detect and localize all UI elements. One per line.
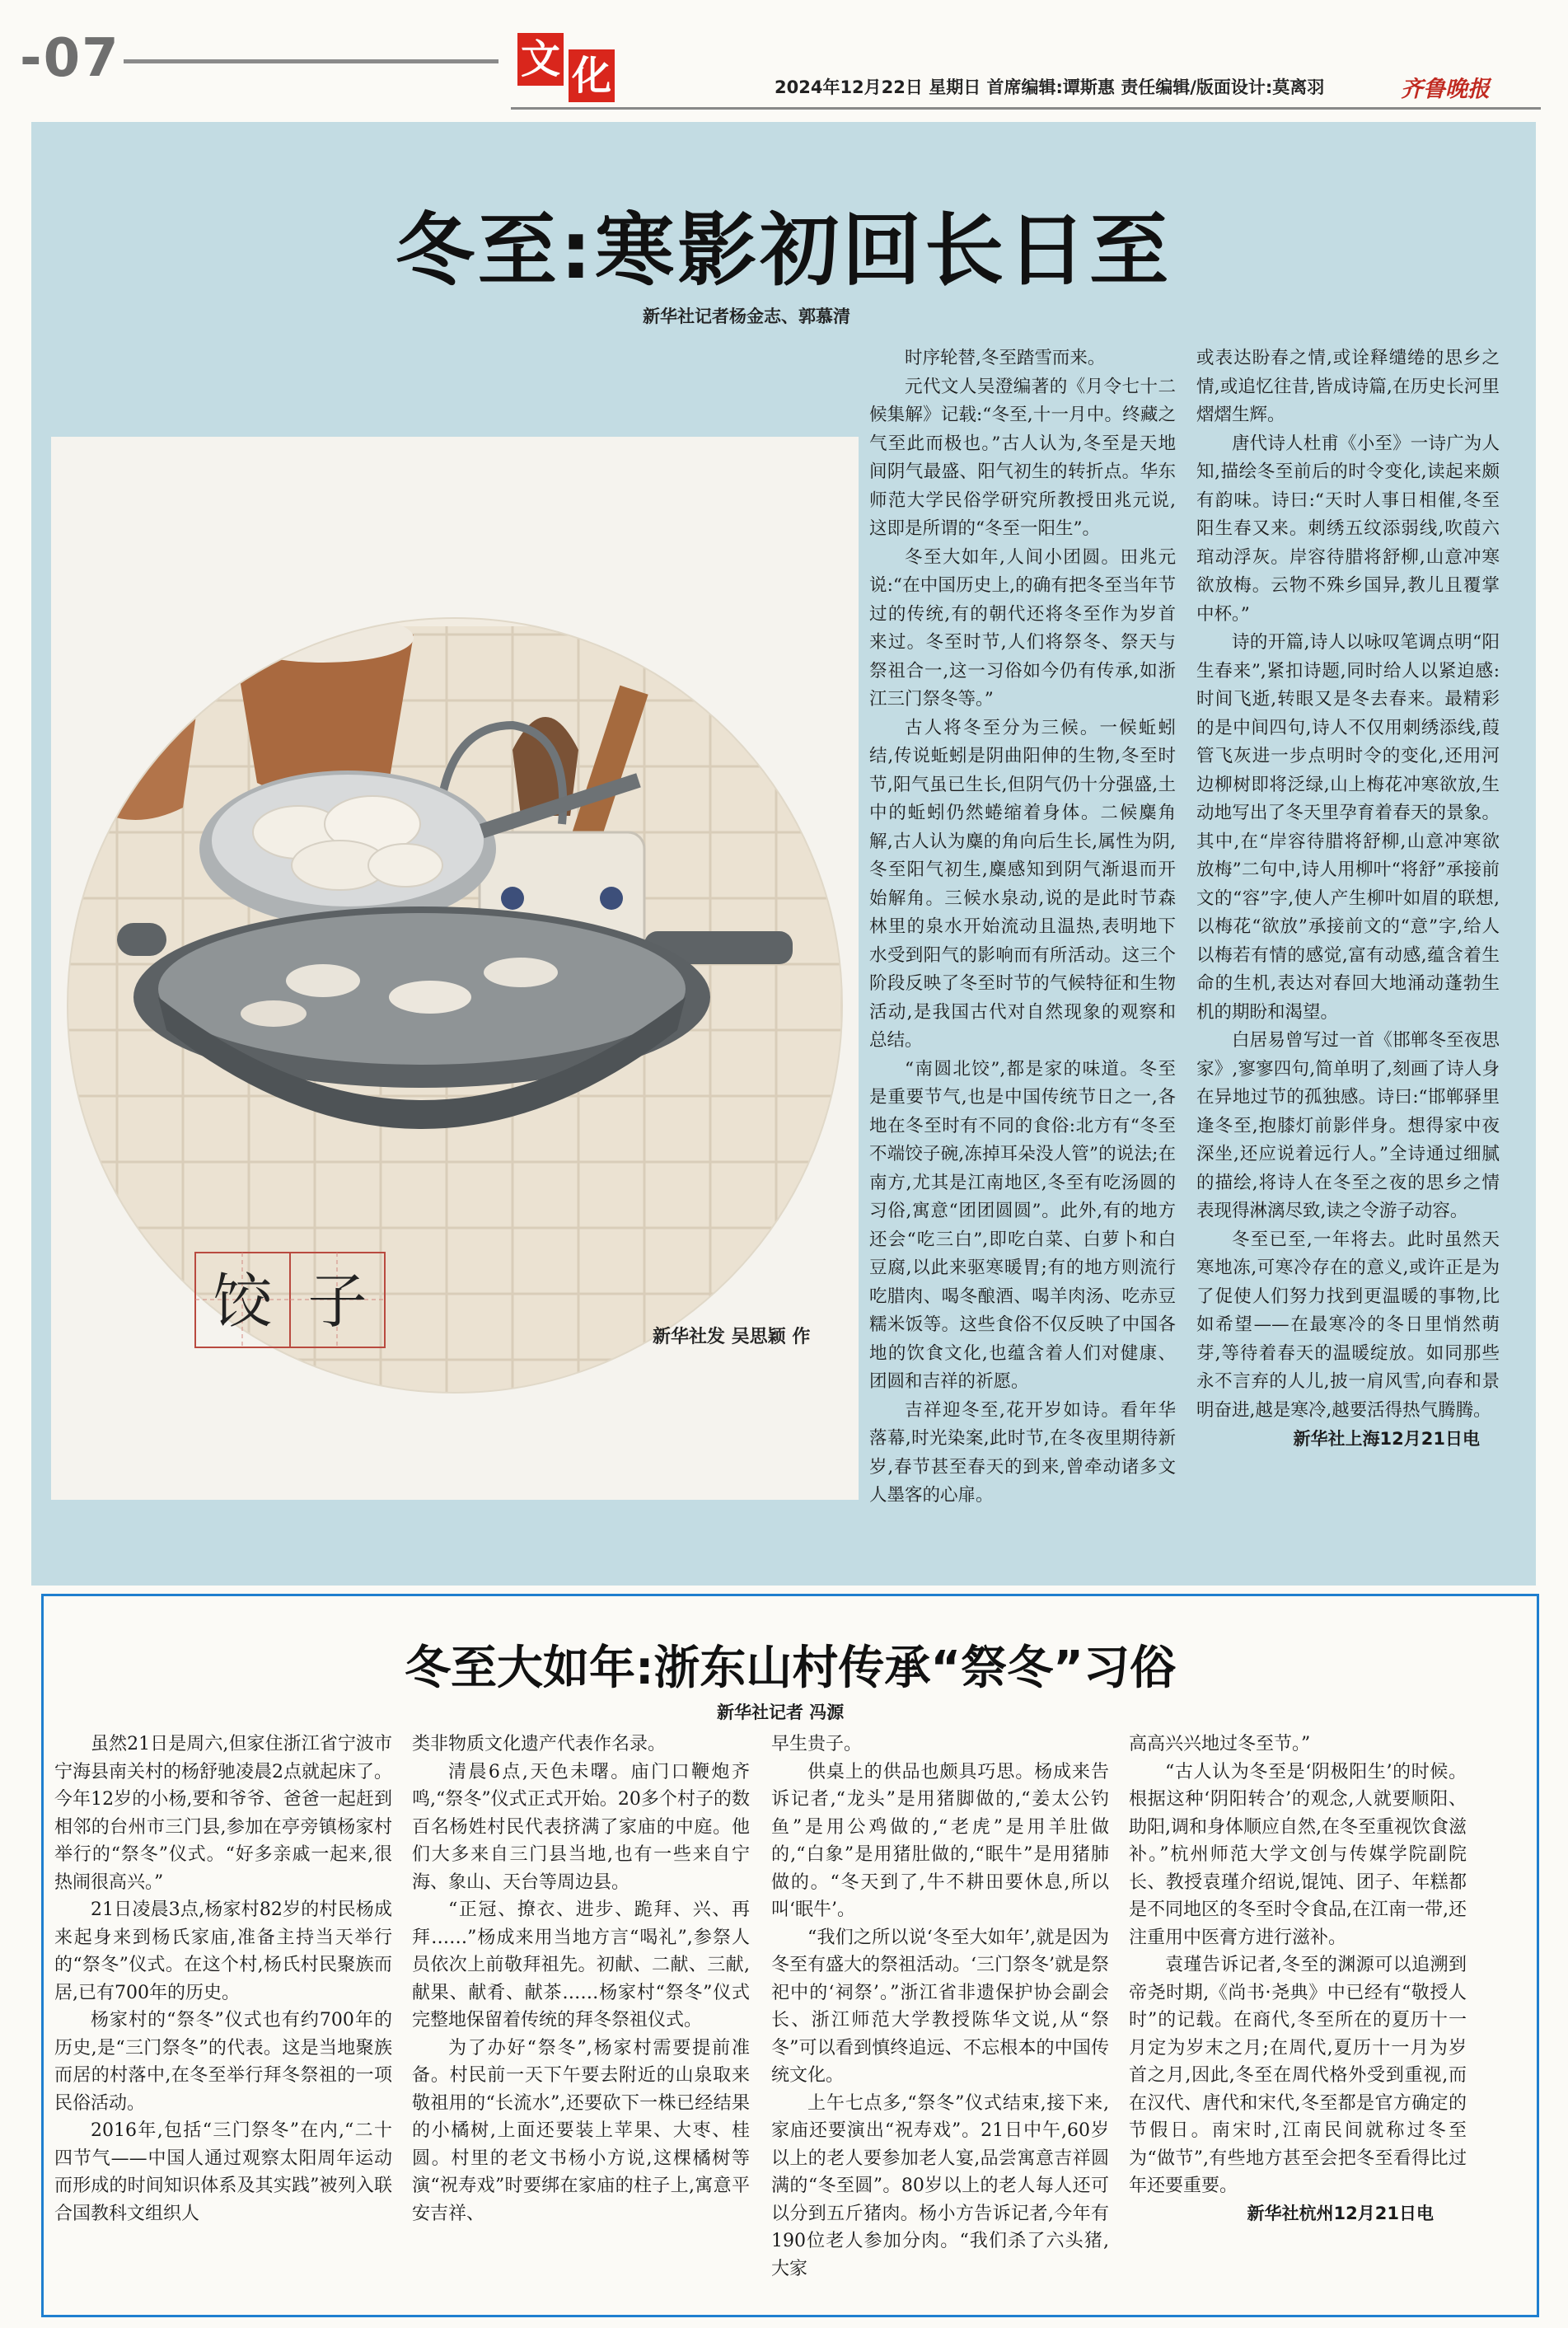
article2-column-3 [771, 1731, 1109, 2283]
article1-column-1 [869, 344, 1176, 1511]
paragraph: 袁瑾告诉记者,冬至的渊源可以追溯到帝尧时期,《尚书·尧典》中已经有“敬授人时”的记载。在商代,冬至所在的夏历十一月定为岁末之月;在周代,夏历十一月为岁首之月,因此,冬至在周代格外受到重视,而在汉代、唐代和宋代,冬至都是官方确定的节假日。南宋时,江南民间就称过冬至为“做节”,有些地方甚至会把冬至看得比过年还要重要。 [1129, 1955, 1467, 2196]
article1-dateline: 新华社上海12月21日电 [1293, 1429, 1480, 1449]
paragraph: “正冠、撩衣、进步、跪拜、兴、再拜……”杨成来用当地方言“喝礼”,参祭人员依次上前敬拜祖先。初献、二献、三献,献果、献肴、献茶……杨家村“祭冬”仪式完整地保留着传统的拜冬祭祖仪式。 [412, 1899, 750, 2031]
paragraph: 吉祥迎冬至,花开岁如诗。看年华落幕,时光染案,此时节,在冬夜里期待新岁,春节甚至春天的到来,曾牵动诸多文人墨客的心扉。 [869, 1399, 1176, 1506]
paragraph: “南圆北饺”,都是家的味道。冬至是重要节气,也是中国传统节日之一,各地在冬至时有不同的食俗:北方有“冬至不端饺子碗,冻掉耳朵没人管”的说法;在南方,尤其是江南地区,冬至有吃汤圆的习俗,寓意“团团圆圆”。此外,有的地方还会“吃三白”,即吃白菜、白萝卜和白豆腐,以此来驱寒暖胃;有的地方则流行吃腊肉、喝冬酿酒、喝羊肉汤、吃赤豆糯米饭等。这些食俗不仅反映了中国各地的饮食文化,也蕴含着人们对健康、团圆和吉祥的祈愿。 [869, 1058, 1176, 1392]
article2-column-4 [1129, 1731, 1467, 2227]
article2-dateline: 新华社杭州12月21日电 [1247, 2203, 1434, 2223]
paragraph: 供桌上的供品也颇具巧思。杨成来告诉记者,“龙头”是用猪脚做的,“姜太公钓鱼”是用公鸡做的,“老虎”是用羊肚做的,“白象”是用猪肚做的,“眠牛”是用猪肺做的。“冬天到了,牛不耕田要休息,所以叫‘眠牛’。 [771, 1761, 1109, 1920]
paragraph: 高高兴兴地过冬至节。” [1129, 1734, 1311, 1754]
paragraph: 21日凌晨3点,杨家村82岁的村民杨成来起身来到杨氏家庙,准备主持当天举行的“祭冬”仪式。在这个村,杨氏村民聚族而居,已有700年的历史。 [54, 1899, 392, 2003]
illustration-credit: 新华社发 吴思颖 作 [653, 1327, 811, 1347]
paragraph: 上午七点多,“祭冬”仪式结束,接下来,家庙还要演出“祝寿戏”。21日中午,60岁以上的老人要参加老人宴,品尝寓意吉祥圆满的“冬至圆”。80岁以上的老人每人还可以分到五斤猪肉。杨小方告诉记者,今年有190位老人参加分肉。“我们杀了六头猪,大家 [771, 2092, 1109, 2279]
paragraph: 清晨6点,天色未曙。庙门口鞭炮齐鸣,“祭冬”仪式正式开始。20多个村子的数百名杨姓村民代表挤满了家庙的中庭。他们大多来自三门县当地,也有一些来自宁海、象山、天台等周边县。 [412, 1761, 750, 1893]
page-number-value: 07 [43, 28, 120, 89]
paragraph: 元代文人吴澄编著的《月令七十二候集解》记载:“冬至,十一月中。终藏之气至此而极也。”古人认为,冬至是天地间阴气最盛、阳气初生的转折点。华东师范大学民俗学研究所教授田兆元说,这即是所谓的“冬至一阳生”。 [869, 376, 1176, 539]
paragraph: 或表达盼春之情,或诠释缱绻的思乡之情,或追忆往昔,皆成诗篇,在历史长河里熠熠生辉。 [1196, 348, 1500, 425]
article1-column-2 [1196, 344, 1500, 1454]
paragraph: 白居易曾写过一首《邯郸冬至夜思家》,寥寥四句,简单明了,刻画了诗人身在异地过节的孤独感。诗曰:“邯郸驿里逢冬至,抱膝灯前影伴身。想得家中夜深坐,还应说着远行人。”全诗通过细腻的描绘,将诗人在冬至之夜的思乡之情表现得淋漓尽致,读之令游子动容。 [1196, 1030, 1500, 1221]
paragraph: 早生贵子。 [771, 1734, 863, 1754]
paragraph: 虽然21日是周六,但家住浙江省宁波市宁海县南关村的杨舒驰凌晨2点就起床了。今年12岁的小杨,要和爷爷、爸爸一起赶到相邻的台州市三门县,参加在亭旁镇杨家村举行的“祭冬”仪式。“好多亲戚一起来,很热闹很高兴。” [54, 1734, 392, 1893]
paragraph: 为了办好“祭冬”,杨家村需要提前准备。村民前一天下午要去附近的山泉取来敬祖用的“长流水”,还要砍下一株已经结果的小橘树,上面还要装上苹果、大枣、桂圆。村里的老文书杨小方说,这棵橘树等演“祝寿戏”时要绑在家庙的柱子上,寓意平安吉祥、 [412, 2037, 750, 2224]
article2-byline: 新华社记者 冯源 [717, 1703, 845, 1722]
kitchen-scene [51, 515, 859, 1426]
article2-column-1 [54, 1731, 392, 2227]
paragraph: 冬至大如年,人间小团圆。田兆元说:“在中国历史上,的确有把冬至当年节过的传统,有的朝代还将冬至作为岁首来过。冬至时节,人们将祭冬、祭天与祭祖合一,这一习俗如今仍有传承,如浙江三门祭冬等。” [869, 546, 1176, 710]
paragraph: 冬至已至,一年将去。此时虽然天寒地冻,可寒冷存在的意义,或许正是为了促使人们努力找到更温暖的事物,比如希望——在最寒冷的冬日里悄然萌芽,等待着春天的温暖绽放。如同那些永不言弃的人儿,披一肩风雪,向春和景明奋进,越是寒冷,越要活得热气腾腾。 [1196, 1229, 1500, 1421]
section-label-char-1: 文 [517, 33, 564, 86]
illustration-label-char-2: 子 [307, 1267, 367, 1336]
header-info: 2024年12月22日 星期日 首席编辑:谭斯惠 责任编辑/版面设计:莫离羽 [775, 77, 1325, 97]
header-rule-left [124, 59, 498, 63]
paragraph: 唐代诗人杜甫《小至》一诗广为人知,描绘冬至前后的时令变化,读起来颇有韵味。诗曰:“天时人事日相催,冬至阳生春又来。刺绣五纹添弱线,吹葭六琯动浮灰。岸容待腊将舒柳,山意冲寒欲放梅。云物不殊乡国异,教儿且覆掌中杯。” [1196, 433, 1500, 625]
paragraph: 类非物质文化遗产代表作名录。 [412, 1734, 667, 1754]
section-label-char-2: 化 [569, 49, 615, 102]
paragraph: 2016年,包括“三门祭冬”在内,“二十四节气——中国人通过观察太阳周年运动而形成的时间知识体系及其实践”被列入联合国教科文组织人 [54, 2120, 392, 2224]
article1-title: 冬至:寒影初回长日至 [395, 204, 1172, 297]
article2-column-2 [412, 1731, 750, 2227]
article2-title: 冬至大如年:浙东山村传承“祭冬”习俗 [404, 1642, 1176, 1695]
paragraph: 古人将冬至分为三候。一候蚯蚓结,传说蚯蚓是阴曲阳伸的生物,冬至时节,阳气虽已生长,但阴气仍十分强盛,土中的蚯蚓仍然蜷缩着身体。二候麋角解,古人认为麋的角向后生长,属性为阴,冬至阳气初生,麋感知到阴气渐退而开始解角。三候水泉动,说的是此时节森林里的泉水开始流动且温热,表明地下水受到阳气的影响而有所活动。这三个阶段反映了冬至时节的气候特征和生物活动,是我国古代对自然现象的观察和总结。 [869, 717, 1176, 1051]
paragraph: 时序轮替,冬至踏雪而来。 [905, 348, 1106, 368]
paragraph: “古人认为冬至是‘阴极阳生’的时候。根据这种‘阴阳转合’的观念,人就要顺阳、助阳,调和身体顺应自然,在冬至重视饮食滋补。”杭州师范大学文创与传媒学院副院长、教授袁瑾介绍说,馄饨、团子、年糕都是不同地区的冬至时令食品,在江南一带,还注重用中医膏方进行滋补。 [1129, 1761, 1467, 1948]
page-number: -07 [20, 28, 120, 89]
newspaper-logo: 齐鲁晚报 [1401, 77, 1490, 102]
paragraph: 杨家村的“祭冬”仪式也有约700年的历史,是“三门祭冬”的代表。这是当地聚族而居的村落中,在冬至举行拜冬祭祖的一项民俗活动。 [54, 2010, 392, 2114]
article1-byline: 新华社记者杨金志、郭慕清 [643, 307, 850, 326]
paragraph: “我们之所以说‘冬至大如年’,就是因为冬至有盛大的祭祖活动。‘三门祭冬’就是祭祀中的‘祠祭’。”浙江省非遗保护协会副会长、浙江师范大学教授陈华文说,从“祭冬”可以看到慎终追远、不忘根本的中国传统文化。 [771, 1927, 1109, 2086]
illustration-label-char-1: 饺 [213, 1267, 273, 1336]
header-rule-right [511, 107, 1541, 110]
paragraph: 诗的开篇,诗人以咏叹笔调点明“阳生春来”,紧扣诗题,同时给人以紧迫感:时间飞逝,转眼又是冬去春来。最精彩的是中间四句,诗人不仅用刺绣添线,葭管飞灰进一步点明时令的变化,还用河边柳树即将泛绿,山上梅花冲寒欲放,生动地写出了冬天里孕育着春天的景象。其中,在“岸容待腊将舒柳,山意冲寒欲放梅”二句中,诗人用柳叶“将舒”承接前文的“容”字,使人产生柳叶如眉的联想,以梅花“欲放”承接前文的“意”字,给人以梅若有情的感觉,富有动感,蕴含着生命的生机,表达对春回大地涌动蓬勃生机的期盼和渴望。 [1196, 632, 1500, 1023]
